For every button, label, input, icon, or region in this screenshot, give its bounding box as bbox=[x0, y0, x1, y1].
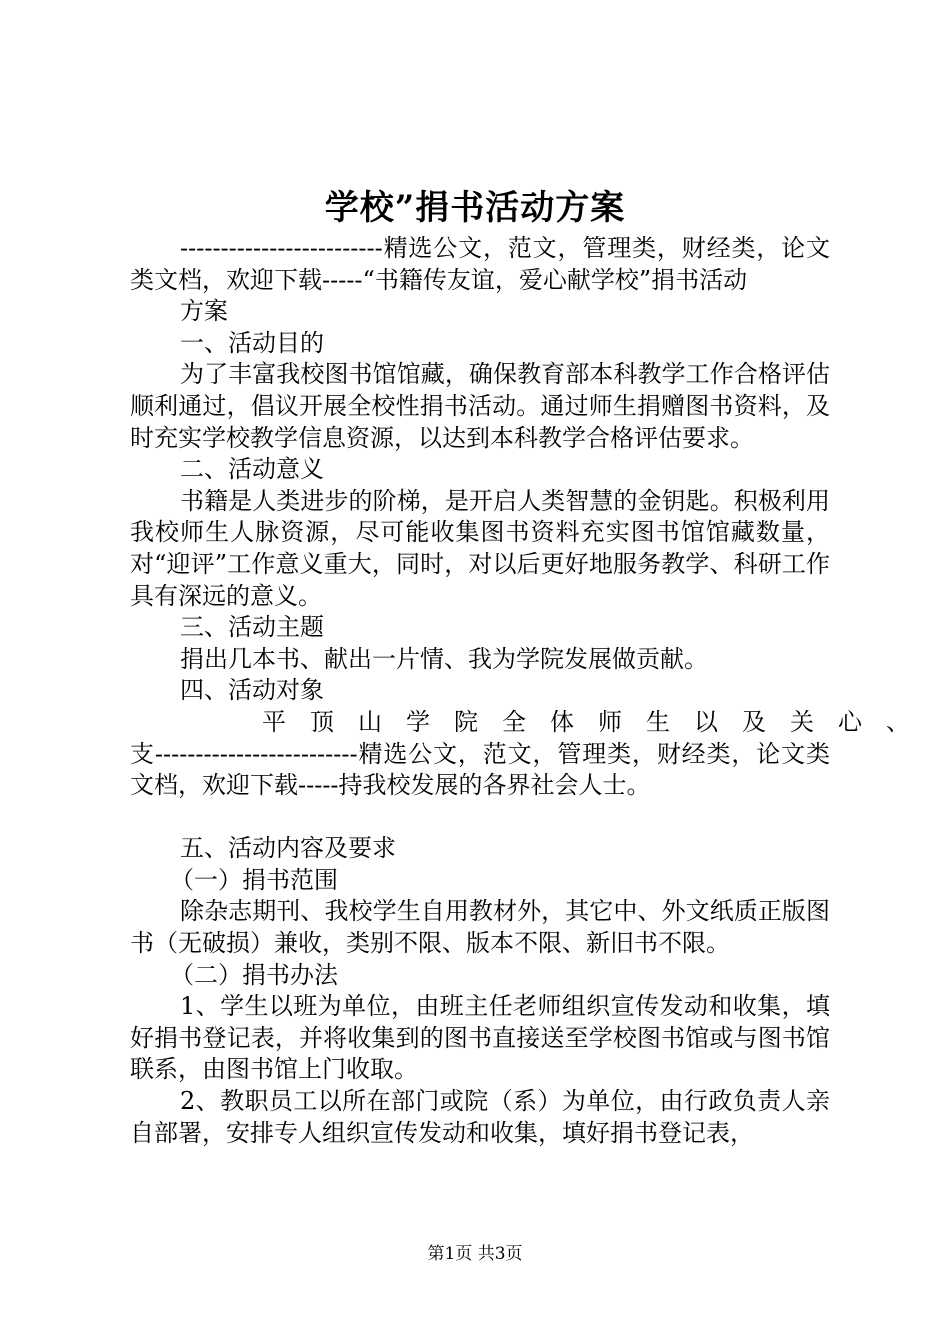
paragraph-plan-label: 方案 bbox=[180, 297, 228, 326]
paragraph-staff-method: 2、教职员工以所在部门或院（系）为单位，由行政负责人亲自部署，安排专人组织宣传发动和收集，填好捐书登记表， bbox=[130, 1087, 830, 1147]
paragraph-activity-theme: 捐出几本书、献出一片情、我为学院发展做贡献。 bbox=[180, 644, 708, 673]
paragraph-activity-significance: 书籍是人类进步的阶梯，是开启人类智慧的金钥匙。积极利用我校师生人脉资源，尽可能收集图书资料充实图书馆馆藏数量，对“迎评”工作意义重大，同时，对以后更好地服务教学、科研工作具有深远的意义。 bbox=[130, 486, 830, 610]
paragraph-activity-purpose: 为了丰富我校图书馆馆藏，确保教育部本科教学工作合格评估顺利通过，倡议开展全校性捐书活动。通过师生捐赠图书资料，及时充实学校教学信息资源，以达到本科教学合格评估要求。 bbox=[130, 360, 830, 452]
heading-activity-purpose: 一、活动目的 bbox=[180, 328, 324, 357]
heading-activity-significance: 二、活动意义 bbox=[180, 455, 324, 484]
blank-line bbox=[130, 802, 830, 834]
subheading-donation-scope: （一）捐书范围 bbox=[170, 865, 338, 894]
subheading-donation-method: （二）捐书办法 bbox=[170, 960, 338, 989]
paragraph-activity-target-line: 平顶山学院全体师生以及关心、 bbox=[262, 707, 934, 736]
paragraph-activity-target: 支-------------------------精选公文，范文，管理类，财经类，论文类文档，欢迎下载-----持我校发展的各界社会人士。 bbox=[130, 739, 830, 800]
heading-activity-target: 四、活动对象 bbox=[180, 676, 324, 705]
document-title: 学校”捐书活动方案 bbox=[324, 188, 626, 228]
heading-activity-theme: 三、活动主题 bbox=[180, 613, 324, 642]
paragraph-donation-scope: 除杂志期刊、我校学生自用教材外，其它中、外文纸质正版图书（无破损）兼收，类别不限、版本不限、新旧书不限。 bbox=[130, 897, 830, 958]
document-body bbox=[130, 233, 934, 1149]
heading-activity-content: 五、活动内容及要求 bbox=[180, 834, 396, 863]
page-number: 第1页 共3页 bbox=[427, 1244, 523, 1264]
paragraph-intro: -------------------------精选公文，范文，管理类，财经类，论文类文档，欢迎下载-----“书籍传友谊，爱心献学校”捐书活动 bbox=[130, 234, 830, 294]
paragraph-students-method: 1、学生以班为单位，由班主任老师组织宣传发动和收集，填好捐书登记表，并将收集到的图书直接送至学校图书馆或与图书馆联系，由图书馆上门收取。 bbox=[130, 992, 830, 1084]
